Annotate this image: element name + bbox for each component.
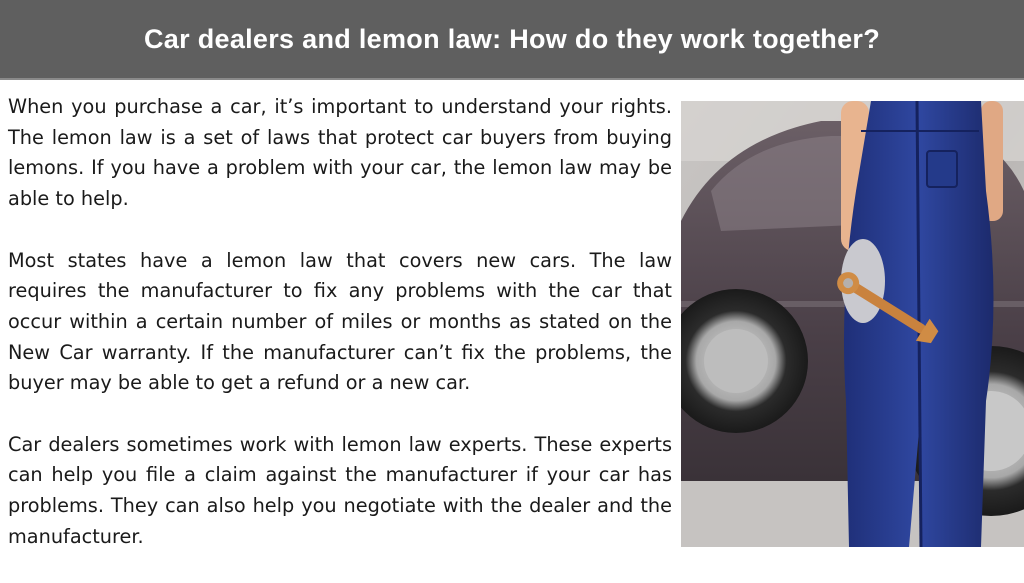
paragraph-1: When you purchase a car, it’s important to understand your rights. The lemon law is a set of laws that protect car buyers from buying lemons. If you have a problem with your car, the lemon law may be able to help. <box>8 95 672 211</box>
title-bar <box>0 0 1024 80</box>
mechanic-with-wrench-photo-icon <box>681 101 1024 547</box>
mechanic-photo <box>681 101 1024 547</box>
page-title: Car dealers and lemon law: How do they work together? <box>143 23 881 54</box>
article-body <box>8 92 672 583</box>
paragraph-2: Most states have a lemon law that covers new cars. The law requires the manufacturer to fix any problems with the car that occur within a certain number of miles or months as stated on the New Car warranty. If the manufacturer can’t fix the problems, the buyer may be able to get a refund or a new car. <box>8 248 672 395</box>
paragraph-3: Car dealers sometimes work with lemon law experts. These experts can help you file a claim against the manufacturer if your car has problems. They can also help you negotiate with the dealer and the manufacturer. <box>8 432 672 548</box>
